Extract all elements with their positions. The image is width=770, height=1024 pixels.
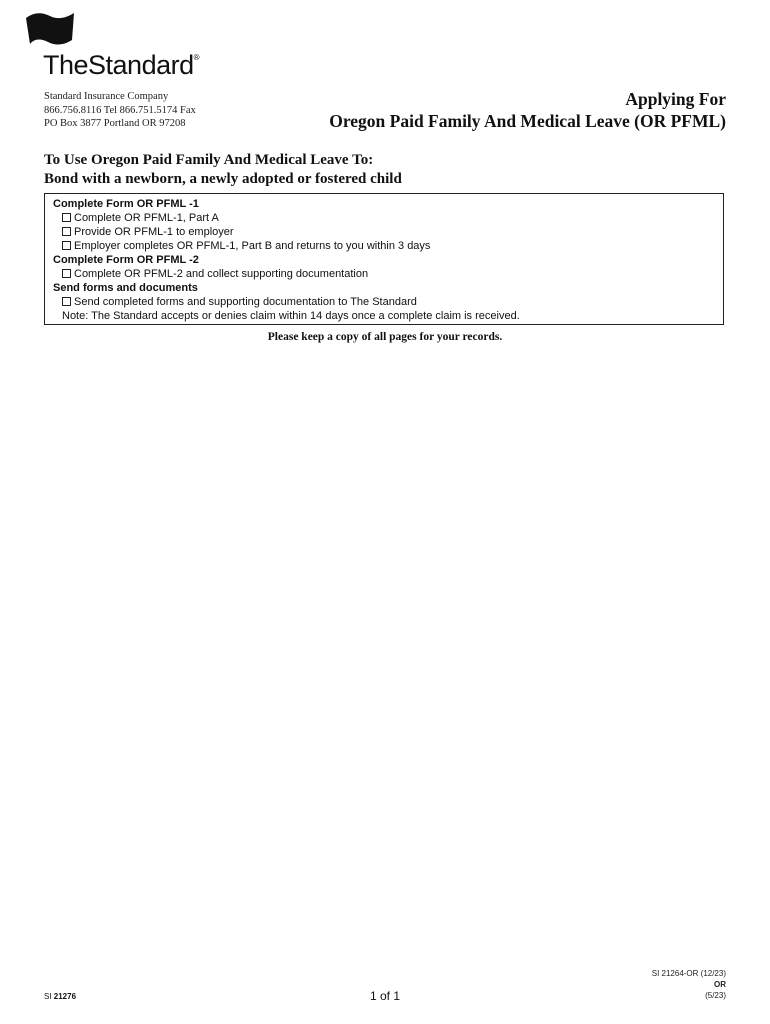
logo-registered-mark: ® bbox=[193, 53, 200, 62]
page-number: 1 of 1 bbox=[370, 989, 401, 1003]
checkbox[interactable] bbox=[62, 297, 71, 306]
company-po-box: PO Box 3877 Portland OR 97208 bbox=[44, 118, 186, 129]
title-line-2: Oregon Paid Family And Medical Leave (OR PFML) bbox=[329, 111, 726, 131]
company-logo bbox=[43, 50, 199, 81]
standard-flag-logo-icon bbox=[24, 10, 76, 48]
checkbox[interactable] bbox=[62, 241, 71, 250]
section-heading-line-2: Bond with a newborn, a newly adopted or fostered child bbox=[44, 170, 402, 187]
company-address bbox=[44, 90, 196, 131]
footer-form-number bbox=[44, 992, 76, 1001]
checklist-item bbox=[53, 211, 723, 225]
checklist-item bbox=[53, 295, 723, 309]
section-heading-line-1: To Use Oregon Paid Family And Medical Leave To: bbox=[44, 152, 374, 168]
document-title bbox=[329, 88, 726, 132]
checklist-item-label: Employer completes OR PFML-1, Part B and returns to you within 3 days bbox=[74, 240, 431, 252]
checklist-item bbox=[53, 225, 723, 239]
keep-copy-notice: Please keep a copy of all pages for your records. bbox=[267, 331, 503, 343]
section-heading bbox=[44, 151, 402, 188]
checkbox[interactable] bbox=[62, 227, 71, 236]
checkbox[interactable] bbox=[62, 213, 71, 222]
footer-si-prefix: SI bbox=[44, 992, 54, 1001]
logo-the: The bbox=[43, 50, 89, 80]
step-group-heading: Complete Form OR PFML -2 bbox=[53, 254, 199, 266]
logo-standard: Standard bbox=[88, 50, 194, 80]
footer-revision bbox=[652, 968, 726, 1001]
checklist-item bbox=[53, 267, 723, 281]
footer-form-id: SI 21264-OR (12/23) bbox=[651, 969, 726, 978]
checklist-item-label: Complete OR PFML-2 and collect supporting documentation bbox=[74, 268, 369, 280]
footer-state: OR bbox=[714, 980, 726, 989]
checklist-item bbox=[53, 239, 723, 253]
company-phone: 866.756.8116 Tel 866.751.5174 Fax bbox=[44, 104, 196, 116]
title-line-1: Applying For bbox=[625, 89, 726, 109]
company-name: Standard Insurance Company bbox=[44, 91, 169, 102]
footer-rev-date: (5/23) bbox=[705, 991, 726, 1000]
claim-note: Note: The Standard accepts or denies claim within 14 days once a complete claim is received. bbox=[62, 310, 520, 322]
footer-si-number: 21276 bbox=[53, 992, 77, 1001]
step-group-heading: Send forms and documents bbox=[53, 282, 198, 294]
checkbox[interactable] bbox=[62, 269, 71, 278]
checklist-item-label: Send completed forms and supporting documentation to The Standard bbox=[74, 296, 417, 308]
step-group-heading: Complete Form OR PFML -1 bbox=[53, 198, 199, 210]
steps-box bbox=[44, 193, 724, 325]
checklist-item-label: Complete OR PFML-1, Part A bbox=[74, 212, 219, 224]
checklist-item-label: Provide OR PFML-1 to employer bbox=[74, 226, 234, 238]
